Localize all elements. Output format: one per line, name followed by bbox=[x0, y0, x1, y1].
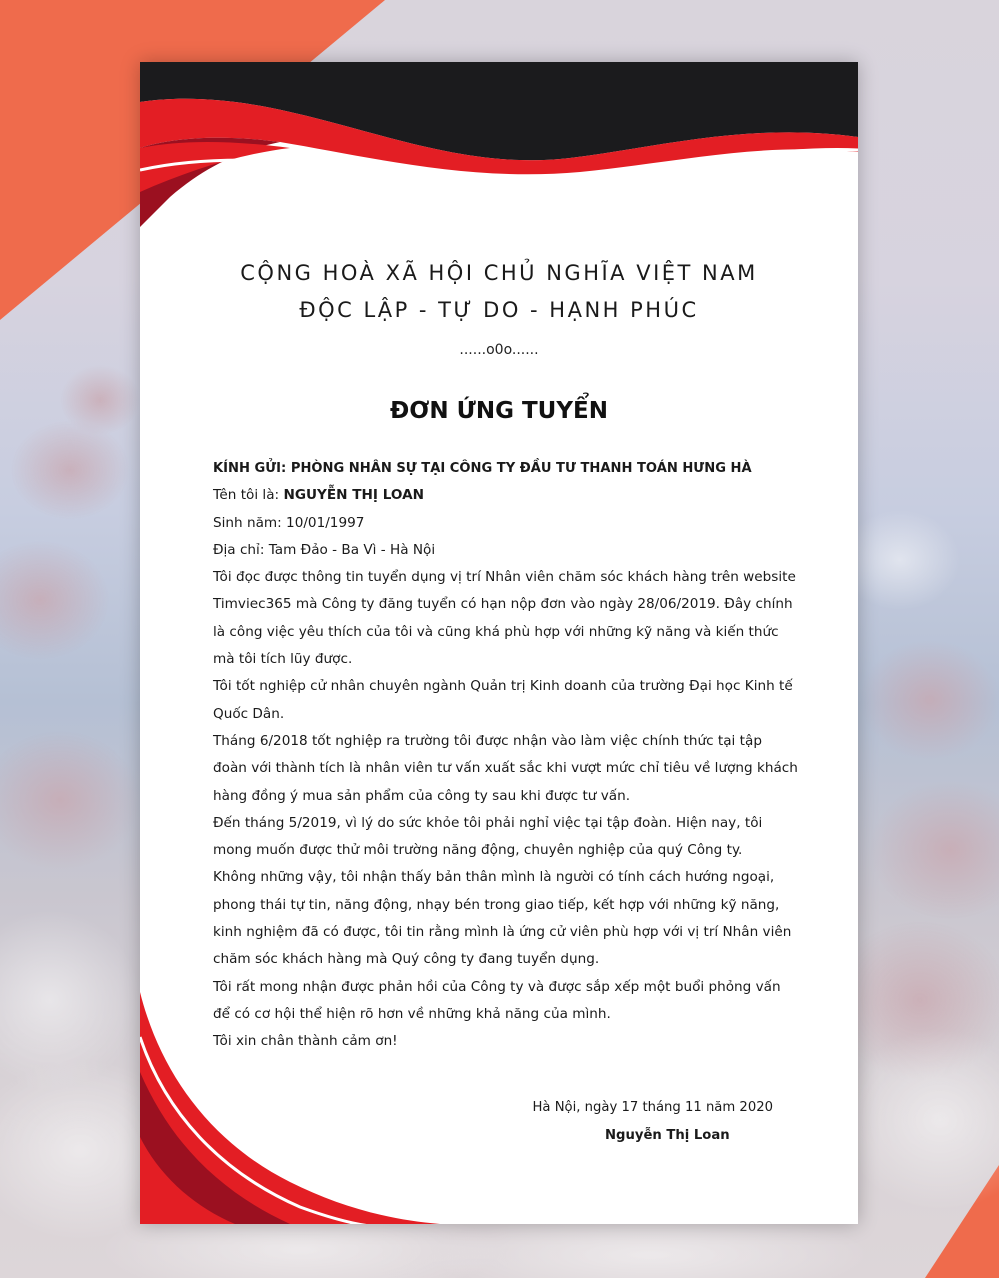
paragraph-resignation: Đến tháng 5/2019, vì lý do sức khỏe tôi phải nghỉ việc tại tập đoàn. Hiện nay, tôi mong muốn được thử môi trường năng động, chuyên nghiệp của quý Công ty. bbox=[213, 814, 763, 859]
address-line: Địa chỉ: Tam Đảo - Ba Vì - Hà Nội bbox=[213, 541, 436, 558]
nation-title: CỘNG HOÀ XÃ HỘI CHỦ NGHĨA VIỆT NAM bbox=[240, 261, 758, 285]
letter-body bbox=[213, 455, 798, 1056]
paragraph-experience: Tháng 6/2018 tốt nghiệp ra trường tôi được nhận vào làm việc chính thức tại tập đoàn với thành tích là nhân viên tư vấn xuất sắc khi vượt mức chỉ tiêu về lượng khách hàng đồng ý mua sản phẩm của công ty sau khi được tư vấn. bbox=[213, 732, 798, 804]
paragraph-thanks: Tôi xin chân thành cảm ơn! bbox=[213, 1033, 398, 1050]
birth-year-line: Sinh năm: 10/01/1997 bbox=[213, 514, 365, 531]
recipient-line: KÍNH GỬI: PHÒNG NHÂN SỰ TẠI CÔNG TY ĐẦU TƯ THANH TOÁN HƯNG HÀ bbox=[213, 461, 752, 476]
paragraph-interest: Tôi đọc được thông tin tuyển dụng vị trí Nhân viên chăm sóc khách hàng trên website Timviec365 mà Công ty đăng tuyển có hạn nộp đơn vào ngày 28/06/2019. Đây chính là công việc yêu thích của tôi và cũng khá phù hợp với những kỹ năng và kiến thức mà tôi tích lũy được. bbox=[213, 569, 796, 668]
nation-motto: ĐỘC LẬP - TỰ DO - HẠNH PHÚC bbox=[299, 298, 699, 322]
paragraph-strengths: Không những vậy, tôi nhận thấy bản thân mình là người có tính cách hướng ngoại, phong thái tự tin, năng động, nhạy bén trong giao tiếp, kết hợp với những kỹ năng, kinh nghiệm đã có được, tôi tin rằng mình là ứng cử viên phù hợp với vị trí Nhân viên chăm sóc khách hàng mà Quý công ty đang tuyển dụng. bbox=[213, 869, 792, 968]
paragraph-education: Tôi tốt nghiệp cử nhân chuyên ngành Quản trị Kinh doanh của trường Đại học Kinh tế Quốc Dân. bbox=[213, 678, 793, 722]
applicant-name-line bbox=[213, 482, 798, 509]
applicant-name: NGUYỄN THỊ LOAN bbox=[283, 487, 424, 504]
header-separator: ......o0o...... bbox=[459, 342, 539, 358]
application-letter-paper bbox=[140, 62, 858, 1224]
signature-place-date: Hà Nội, ngày 17 tháng 11 năm 2020 bbox=[532, 1100, 773, 1115]
name-label: Tên tôi là: bbox=[213, 487, 284, 504]
document-title: ĐƠN ỨNG TUYỂN bbox=[390, 398, 608, 424]
paragraph-request: Tôi rất mong nhận được phản hồi của Công ty và được sắp xếp một buổi phỏng vấn để có cơ hội thể hiện rõ hơn về những khả năng của mình. bbox=[213, 978, 781, 1022]
signature-name: Nguyễn Thị Loan bbox=[605, 1128, 730, 1143]
